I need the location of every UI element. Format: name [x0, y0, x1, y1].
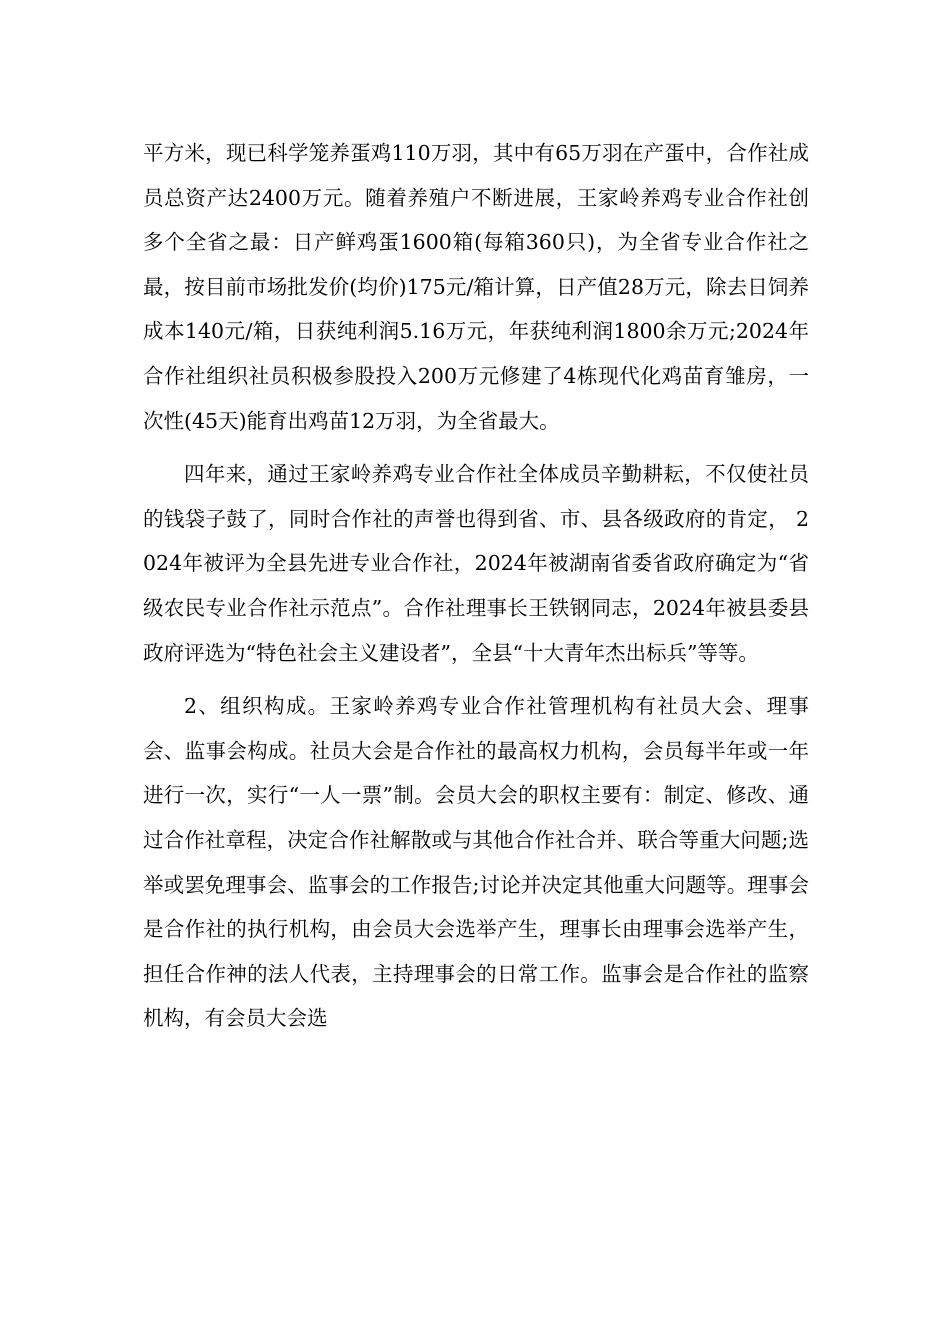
paragraph-government-recognition: 四年来，通过王家岭养鸡专业合作社全体成员辛勤耕耘，不仅使社员的钱袋子鼓了，同时合作社的声誉也得到省、市、县各级政府的肯定， 2024年被评为全县先进专业合作社，2024年被湖南省委省政府确定为“省级农民专业合作社示范点”。合作社理事长王铁钢同志，2024年被县委县政府评选为“特色社会主义建设者”，全县“十大青年杰出标兵”等等。: [143, 462, 809, 665]
paragraph-cooperative-achievements: 平方米，现已科学笼养蛋鸡110万羽，其中有65万羽在产蛋中，合作社成员总资产达2400万元。随着养殖户不断进展，王家岭养鸡专业合作社创多个全省之最：日产鲜鸡蛋1600箱(每箱360只)，为全省专业合作社之最，按目前市场批发价(均价)175元/箱计算，日产值28万元，除去日饲养成本140元/箱，日获纯利润5.16万元，年获纯利润1800余万元;2024年合作社组织社员积极参股投入200万元修建了4栋现代化鸡苗育雏房，一次性(45天)能育出鸡苗12万羽，为全省最大。: [143, 141, 809, 433]
document-page: [143, 131, 809, 1041]
paragraph-organization-structure: 2、组织构成。王家岭养鸡专业合作社管理机构有社员大会、理事会、监事会构成。社员大会是合作社的最高权力机构，会员每半年或一年进行一次，实行“一人一票”制。会员大会的职权主要有：制定、修改、通过合作社章程，决定合作社解散或与其他合作社合并、联合等重大问题;选举或罢免理事会、监事会的工作报告;讨论并决定其他重大问题等。理事会是合作社的执行机构，由会员大会选举产生，理事长由理事会选举产生，担任合作神的法人代表，主持理事会的日常工作。监事会是合作社的监察机构，有会员大会选: [143, 694, 809, 1031]
